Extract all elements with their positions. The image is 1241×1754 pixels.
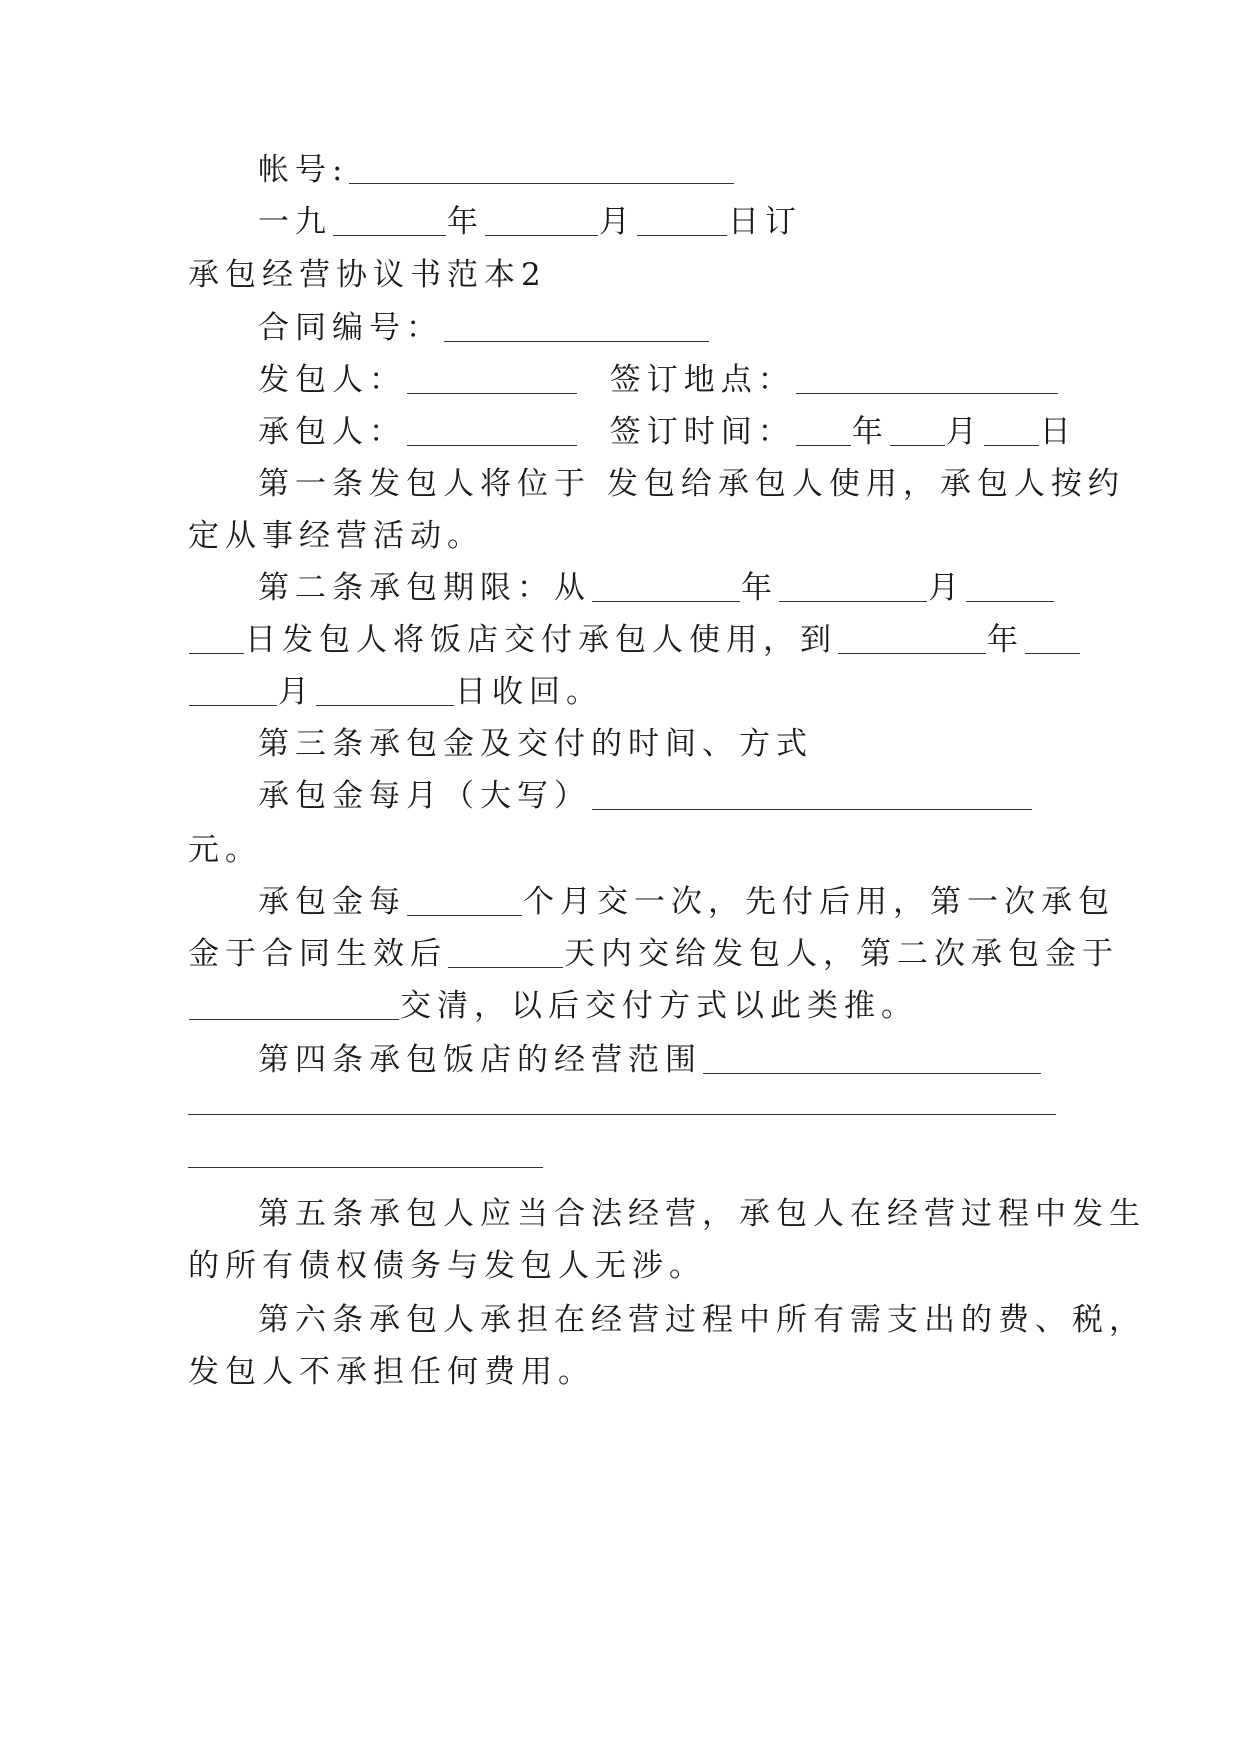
contractor-line — [258, 412, 1128, 452]
article2-line3 — [188, 672, 1058, 712]
sign-month-blank — [890, 415, 945, 446]
year-label: 年 — [447, 204, 484, 240]
account-line — [258, 150, 1128, 190]
article1-line2: 定从事经营活动。 — [188, 518, 484, 554]
contract-no-line — [258, 308, 1128, 348]
article4-line — [258, 1040, 1128, 1080]
term-end-month-blank-b — [189, 675, 277, 706]
date-line — [258, 202, 1128, 242]
contract-no-blank — [444, 311, 709, 342]
months-text: 个月交一次，先付后用，第一次承包 — [523, 884, 1115, 920]
sign-day-blank — [984, 415, 1039, 446]
article3-heading: 第三条承包金及交付的时间、方式 — [258, 726, 813, 762]
year-blank — [333, 205, 446, 236]
article2-part2: 日发包人将饭店交付承包人使用，到 — [245, 622, 837, 658]
time-label: 签订时间： — [609, 414, 795, 450]
sign-year-blank — [796, 415, 851, 446]
place-label: 签订地点： — [609, 362, 795, 398]
month-label: 月 — [599, 204, 636, 240]
article6-line2: 发包人不承担任何费用。 — [188, 1354, 595, 1390]
article3-every-line — [258, 882, 1128, 922]
scope-blank-1 — [703, 1043, 1041, 1074]
rest-text: 交清，以后交付方式以此类推。 — [400, 988, 918, 1024]
first-pay-label: 金于合同生效后 — [188, 936, 447, 972]
place-blank — [796, 363, 1058, 394]
article2-line2 — [188, 620, 1058, 660]
term-month2-label: 月 — [278, 674, 315, 710]
article3-rest-line — [188, 986, 1058, 1026]
article2-part1: 第二条承包期限：从 — [258, 570, 591, 606]
article3-monthly-line — [258, 776, 1128, 816]
sign-year-label: 年 — [851, 414, 889, 450]
month-blank — [485, 205, 598, 236]
article4-text: 第四条承包饭店的经营范围 — [258, 1042, 702, 1078]
scope-blank-3 — [188, 1167, 543, 1168]
term-end-day-blank — [316, 675, 454, 706]
term-start-month-blank — [779, 571, 927, 602]
monthly-amount-blank — [592, 779, 1032, 810]
term-start-year-blank — [592, 571, 740, 602]
employer-label: 发包人： — [258, 362, 406, 398]
document-title: 承包经营协议书范本2 — [188, 257, 547, 293]
account-label: 帐号: — [258, 152, 349, 188]
term-end-year-blank — [838, 623, 986, 654]
contractor-label: 承包人： — [258, 414, 406, 450]
article3-first-pay-line — [188, 934, 1119, 974]
account-blank — [349, 153, 734, 184]
sign-month-label: 月 — [945, 414, 983, 450]
term-start-day-blank-b — [189, 623, 244, 654]
date-prefix: 一九 — [258, 204, 332, 240]
contractor-blank — [407, 415, 577, 446]
term-year2-label: 年 — [987, 622, 1024, 658]
article2-line1 — [258, 568, 1128, 608]
article2-end: 日收回。 — [455, 674, 603, 710]
term-year-label: 年 — [741, 570, 778, 606]
article1-line1: 第一条发包人将位于 发包给承包人使用，承包人按约 — [258, 466, 1125, 502]
term-start-day-blank-a — [966, 571, 1054, 602]
article6-line1: 第六条承包人承担在经营过程中所有需支出的费、税， — [258, 1302, 1146, 1338]
employer-blank — [407, 363, 577, 394]
months-blank — [407, 885, 522, 916]
sign-day-label: 日 — [1039, 414, 1077, 450]
day-blank — [637, 205, 727, 236]
second-pay-blank — [189, 989, 399, 1020]
day-suffix: 日订 — [728, 204, 802, 240]
employer-line — [258, 360, 1128, 400]
article5-line2: 的所有债权债务与发包人无涉。 — [188, 1248, 706, 1284]
term-month-label: 月 — [928, 570, 965, 606]
days-text: 天内交给发包人，第二次承包金于 — [564, 936, 1119, 972]
days-blank — [448, 937, 563, 968]
term-end-month-blank-a — [1025, 623, 1080, 654]
yuan-text: 元。 — [188, 832, 262, 868]
scope-blank-2 — [188, 1114, 1056, 1115]
contract-no-label: 合同编号： — [258, 310, 443, 346]
monthly-label: 承包金每月（大写） — [258, 778, 591, 814]
article5-line1: 第五条承包人应当合法经营，承包人在经营过程中发生 — [258, 1196, 1146, 1232]
every-label: 承包金每 — [258, 884, 406, 920]
